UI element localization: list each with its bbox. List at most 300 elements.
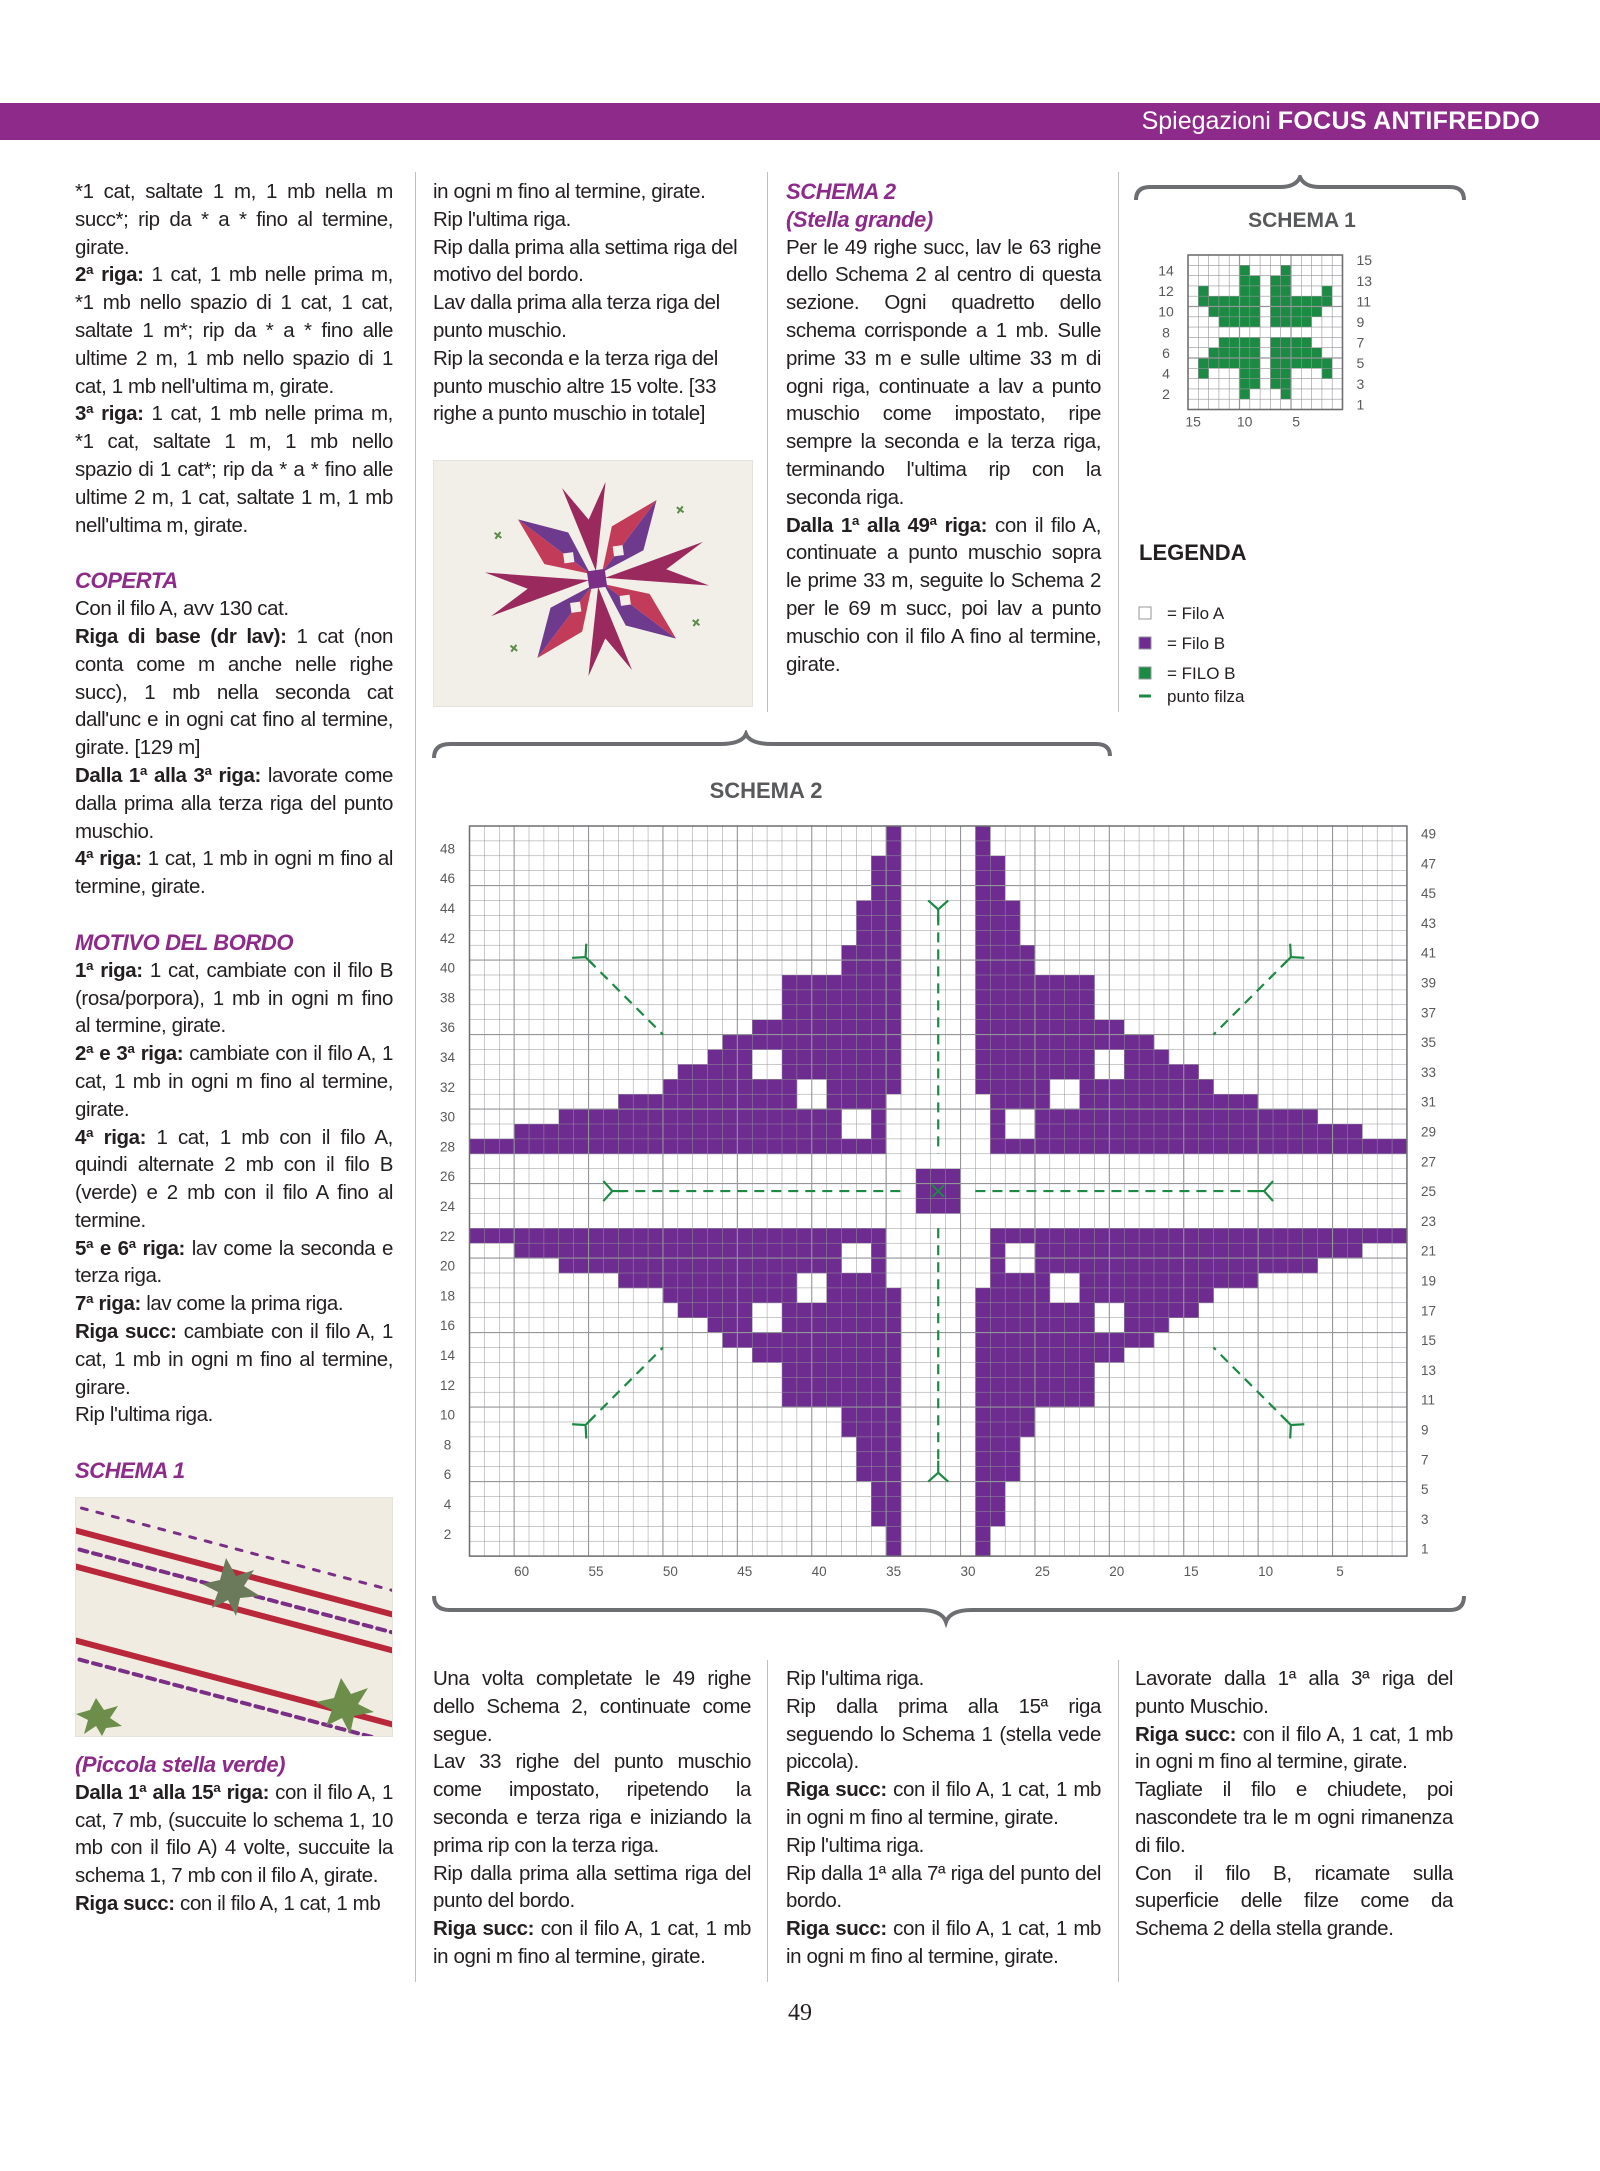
schema2-cell-purple <box>812 1377 827 1392</box>
schema2-cell-purple <box>782 1377 797 1392</box>
schema2-cell-purple <box>603 1109 618 1124</box>
schema2-cell-purple <box>693 1228 708 1243</box>
schema2-cell-purple <box>990 1407 1005 1422</box>
schema2-cell-purple <box>1154 1079 1169 1094</box>
schema2-cell-purple <box>1020 1064 1035 1079</box>
schema2-cell-purple <box>990 1005 1005 1020</box>
schema2-cell-purple <box>871 856 886 871</box>
schema2-cell-purple <box>722 1318 737 1333</box>
schema2-cell-purple <box>797 1050 812 1065</box>
header-title: Spiegazioni FOCUS ANTIFREDDO <box>1141 107 1540 135</box>
schema2-cell-purple <box>990 975 1005 990</box>
schema2-cell-purple <box>990 901 1005 916</box>
schema2-cell-purple <box>663 1288 678 1303</box>
schema2-cell-purple <box>975 1035 990 1050</box>
schema2-cell-purple <box>767 1109 782 1124</box>
schema2-cell-purple <box>1392 1139 1407 1154</box>
schema2-cell-purple <box>618 1109 633 1124</box>
schema2-cell-purple <box>752 1273 767 1288</box>
schema2-cell-purple <box>1020 1377 1035 1392</box>
schema2-cell-purple <box>975 960 990 975</box>
schema2-cell-purple <box>1094 1258 1109 1273</box>
schema2-cell-purple <box>767 1079 782 1094</box>
schema2-cell-purple <box>484 1228 499 1243</box>
schema2-cell-purple <box>752 1094 767 1109</box>
schema1-cell-green <box>1250 358 1260 368</box>
schema2-cell-purple <box>1199 1094 1214 1109</box>
schema2-cell-purple <box>752 1035 767 1050</box>
schema2-cell-purple <box>1080 1020 1095 1035</box>
schema2-cell-purple <box>856 1050 871 1065</box>
schema2-cell-purple <box>827 1273 842 1288</box>
schema2-row-label: 28 <box>439 1139 456 1155</box>
schema2-cell-purple <box>975 1318 990 1333</box>
schema2-cell-purple <box>1065 1005 1080 1020</box>
schema2-cell-purple <box>529 1139 544 1154</box>
schema2-cell-purple <box>1154 1109 1169 1124</box>
schema2-cell-purple <box>1035 1348 1050 1363</box>
column-divider <box>415 172 416 1982</box>
schema2-cell-purple <box>886 1005 901 1020</box>
schema2-cell-purple <box>812 975 827 990</box>
schema2-cell-purple <box>782 1005 797 1020</box>
schema2-cell-purple <box>1020 1079 1035 1094</box>
schema2-cell-purple <box>1005 945 1020 960</box>
schema2-cell-purple <box>842 1273 857 1288</box>
schema2-cell-purple <box>737 1273 752 1288</box>
schema1-cell-green <box>1209 307 1219 317</box>
schema2-cell-purple <box>842 1020 857 1035</box>
schema2-cell-purple <box>1005 1407 1020 1422</box>
schema2-cell-purple <box>856 1079 871 1094</box>
schema2-cell-purple <box>1243 1124 1258 1139</box>
schema2-cell-purple <box>722 1050 737 1065</box>
schema2-cell-purple <box>767 1333 782 1348</box>
schema2-cell-purple <box>767 1348 782 1363</box>
schema2-cell-purple <box>990 1467 1005 1482</box>
schema2-cell-purple <box>722 1094 737 1109</box>
column-divider <box>767 1660 768 1982</box>
bottom-column-1 <box>433 1665 751 1971</box>
schema2-cell-purple <box>990 1333 1005 1348</box>
schema2-cell-purple <box>871 1392 886 1407</box>
schema2-cell-purple <box>797 1020 812 1035</box>
schema2-cell-purple <box>1124 1333 1139 1348</box>
schema2-cell-purple <box>827 1079 842 1094</box>
schema2-cell-purple <box>1139 1035 1154 1050</box>
schema2-cell-purple <box>663 1124 678 1139</box>
schema2-cell-purple <box>975 826 990 841</box>
schema2-cell-purple <box>812 1124 827 1139</box>
col2-p2: Rip l'ultima riga. <box>433 207 571 231</box>
schema2-cell-purple <box>886 1407 901 1422</box>
schema2-cell-purple <box>574 1243 589 1258</box>
schema2-cell-purple <box>1199 1109 1214 1124</box>
schema2-cell-purple <box>722 1109 737 1124</box>
column-divider <box>767 172 768 712</box>
schema2-cell-purple <box>1080 1377 1095 1392</box>
schema2-cell-purple <box>975 1288 990 1303</box>
schema2-cell-purple <box>1065 1064 1080 1079</box>
schema1-cell-green <box>1219 296 1229 306</box>
schema2-cell-purple <box>1005 1467 1020 1482</box>
schema2-cell-purple <box>856 1437 871 1452</box>
schema2-cell-purple <box>1035 1005 1050 1020</box>
schema2-row-label: 31 <box>1420 1094 1436 1110</box>
schema2-cell-purple <box>1065 975 1080 990</box>
bottom-column-2 <box>786 1665 1101 1971</box>
schema2-cell-purple <box>797 1124 812 1139</box>
schema2-cell-purple <box>1109 1348 1124 1363</box>
schema2-cell-purple <box>827 1035 842 1050</box>
schema2-cell-purple <box>767 1228 782 1243</box>
schema2-cell-purple <box>1214 1124 1229 1139</box>
schema2-cell-purple <box>1050 1392 1065 1407</box>
schema1-cell-green <box>1281 368 1291 378</box>
schema1-cell-green <box>1301 358 1311 368</box>
schema1-cell-green <box>1281 358 1291 368</box>
schema1-row-label: 6 <box>1162 344 1170 361</box>
schema2-cell-purple <box>1377 1228 1392 1243</box>
schema2-cell-purple <box>693 1243 708 1258</box>
schema2-cell-purple <box>767 1035 782 1050</box>
schema2-cell-purple <box>1199 1124 1214 1139</box>
schema2-cell-purple <box>1318 1139 1333 1154</box>
schema2-cell-purple <box>1139 1094 1154 1109</box>
schema2-row-label: 45 <box>1420 886 1436 902</box>
schema2-cell-purple <box>1169 1228 1184 1243</box>
schema2-cell-purple <box>1005 901 1020 916</box>
schema2-cell-purple <box>856 901 871 916</box>
schema2-cell-purple <box>574 1258 589 1273</box>
schema2-cell-purple <box>990 1497 1005 1512</box>
schema2-cell-purple <box>1214 1228 1229 1243</box>
schema2-cell-purple <box>1080 1050 1095 1065</box>
schema2-cell-purple <box>990 1139 1005 1154</box>
schema2-cell-purple <box>1035 1109 1050 1124</box>
schema2-cell-purple <box>1303 1109 1318 1124</box>
schema2-cell-purple <box>633 1124 648 1139</box>
schema2-cell-purple <box>886 1497 901 1512</box>
schema2-cell-purple <box>871 1020 886 1035</box>
schema2-cell-purple <box>752 1124 767 1139</box>
schema2-cell-purple <box>1094 1333 1109 1348</box>
schema2-cell-purple <box>856 1094 871 1109</box>
schema2-cell-purple <box>529 1243 544 1258</box>
schema2-cell-purple <box>1139 1303 1154 1318</box>
schema2-cell-purple <box>1228 1228 1243 1243</box>
schema2-cell-purple <box>1169 1064 1184 1079</box>
schema2-cell-purple <box>1214 1139 1229 1154</box>
schema2-cell-purple <box>975 1362 990 1377</box>
schema2-cell-purple <box>871 1467 886 1482</box>
schema2-cell-purple <box>1094 1228 1109 1243</box>
schema2-cell-purple <box>1273 1258 1288 1273</box>
schema2-cell-purple <box>693 1079 708 1094</box>
schema2-cell-purple <box>693 1094 708 1109</box>
schema2-cell-purple <box>1258 1109 1273 1124</box>
schema2-cell-purple <box>1124 1288 1139 1303</box>
schema2-cell-purple <box>990 1377 1005 1392</box>
schema2-cell-purple <box>1243 1094 1258 1109</box>
legend-swatch <box>1139 607 1151 619</box>
schema2-cell-purple <box>1005 1273 1020 1288</box>
schema1-cell-green <box>1301 337 1311 347</box>
schema2-cell-purple <box>1065 1035 1080 1050</box>
schema1-cell-green <box>1301 296 1311 306</box>
schema2-cell-purple <box>1228 1139 1243 1154</box>
schema1-cell-green <box>1250 296 1260 306</box>
schema2-cell-purple <box>1109 1094 1124 1109</box>
schema2-cell-purple <box>1139 1318 1154 1333</box>
schema2-cell-purple <box>499 1139 514 1154</box>
photo-big-purple-star <box>433 460 753 707</box>
schema1-cell-green <box>1281 307 1291 317</box>
bottom-c1-p2: Lav 33 righe del punto muschio come impostato, ripetendo la seconda e terza riga e iniziando la prima rip con la terza riga. <box>433 1750 751 1857</box>
schema1-cell-green <box>1209 348 1219 358</box>
text-column-2 <box>433 178 751 428</box>
schema2-cell-purple <box>797 1139 812 1154</box>
legend-item-label: = Filo A <box>1167 604 1225 623</box>
schema2-cell-purple <box>871 1258 886 1273</box>
schema2-cell-purple <box>678 1109 693 1124</box>
schema2-cell-purple <box>1080 1094 1095 1109</box>
schema2-cell-purple <box>827 1303 842 1318</box>
schema1-cell-green <box>1270 317 1280 327</box>
schema2-cell-purple <box>856 1228 871 1243</box>
schema2-cell-purple <box>797 1035 812 1050</box>
schema2-cell-purple <box>1109 1035 1124 1050</box>
schema2-row-label: 29 <box>1420 1124 1436 1140</box>
schema2-cell-purple <box>797 1303 812 1318</box>
schema2-cell-purple <box>827 1348 842 1363</box>
schema2-cell-purple <box>633 1139 648 1154</box>
schema2-cell-purple <box>589 1228 604 1243</box>
schema2-cell-purple <box>648 1124 663 1139</box>
schema2-cell-purple <box>603 1228 618 1243</box>
schema2-cell-purple <box>886 1511 901 1526</box>
schema2-cell-purple <box>1124 1109 1139 1124</box>
schema1-row-label: 4 <box>1162 365 1170 382</box>
bottom-c2-p1: Rip l'ultima riga. <box>786 1667 924 1690</box>
schema1-cell-green <box>1291 358 1301 368</box>
schema2-cell-purple <box>1005 1348 1020 1363</box>
schema1-cell-green <box>1281 265 1291 275</box>
schema2-cell-purple <box>856 945 871 960</box>
schema2-cell-purple <box>886 1035 901 1050</box>
schema2-cell-purple <box>1258 1139 1273 1154</box>
schema2-cell-purple <box>1184 1288 1199 1303</box>
schema2-cell-purple <box>1124 1243 1139 1258</box>
schema2-row-label: 16 <box>439 1318 456 1334</box>
schema2-cell-purple <box>722 1243 737 1258</box>
schema2-cell-purple <box>1094 1094 1109 1109</box>
motivo-row4: 4ª riga: 1 cat, 1 mb con il filo A, quindi alternate 2 mb con il filo B (verde) e 2 mb con il filo A fino al termine. <box>75 1125 393 1232</box>
schema1-cell-green <box>1219 337 1229 347</box>
schema2-cell-purple <box>603 1243 618 1258</box>
schema2-cell-purple <box>1005 1362 1020 1377</box>
schema1-cell-green <box>1250 337 1260 347</box>
schema2-cell-purple <box>782 1124 797 1139</box>
schema1-cell-green <box>1219 317 1229 327</box>
schema2-cell-purple <box>975 1079 990 1094</box>
schema2-cell-purple <box>1065 1392 1080 1407</box>
schema2-cell-purple <box>1094 1020 1109 1035</box>
schema1-cell-green <box>1270 276 1280 286</box>
schema2-cell-purple <box>856 1288 871 1303</box>
schema2-cell-purple <box>544 1243 559 1258</box>
schema2-cell-purple <box>1347 1139 1362 1154</box>
schema2-cell-purple <box>1333 1139 1348 1154</box>
schema2-cell-purple <box>1273 1139 1288 1154</box>
schema1-cell-green <box>1270 368 1280 378</box>
bottom-c2-succ1: Riga succ: con il filo A, 1 cat, 1 mb in ogni m fino al termine, girate. <box>786 1778 1101 1829</box>
schema1-cell-green <box>1281 286 1291 296</box>
schema2-cell-purple <box>1035 1228 1050 1243</box>
schema2-cell-purple <box>871 945 886 960</box>
col2-p3: Rip dalla prima alla settima riga del motivo del bordo. <box>433 235 738 287</box>
schema2-cell-purple <box>1080 1124 1095 1139</box>
schema2-cell-purple <box>975 856 990 871</box>
schema2-cell-purple <box>842 1050 857 1065</box>
schema2-cell-purple <box>663 1094 678 1109</box>
schema2-cell-purple <box>856 1452 871 1467</box>
schema2-cell-purple <box>1124 1303 1139 1318</box>
schema2-cell-purple <box>648 1243 663 1258</box>
schema2-cell-purple <box>1005 1437 1020 1452</box>
schema1-cell-green <box>1198 358 1208 368</box>
schema2-cell-purple <box>886 1303 901 1318</box>
schema2-cell-purple <box>797 1005 812 1020</box>
schema2-cell-purple <box>1080 1288 1095 1303</box>
schema2-cell-purple <box>871 1139 886 1154</box>
schema2-cell-purple <box>975 1452 990 1467</box>
schema2-cell-purple <box>975 1422 990 1437</box>
schema2-cell-purple <box>1080 1005 1095 1020</box>
schema2-col-label: 45 <box>737 1564 753 1580</box>
schema1-cell-green <box>1240 389 1250 399</box>
schema2-cell-purple <box>678 1064 693 1079</box>
schema2-cell-purple <box>946 1199 961 1214</box>
schema2-cell-purple <box>782 1035 797 1050</box>
schema1-cell-green <box>1291 337 1301 347</box>
schema2-cell-purple <box>708 1094 723 1109</box>
schema2-cell-purple <box>1288 1228 1303 1243</box>
schema2-cell-purple <box>990 1035 1005 1050</box>
schema2-cell-purple <box>589 1258 604 1273</box>
schema2-cell-purple <box>975 975 990 990</box>
schema2-cell-purple <box>827 1392 842 1407</box>
schema2-cell-purple <box>1080 975 1095 990</box>
schema2-cell-purple <box>1035 1333 1050 1348</box>
schema2-rows: Dalla 1ª alla 49ª riga: con il filo A, continuate a punto muschio sopra le prime 33 m, seguite lo Schema 2 per le 69 m succ, poi lav a punto muschio con il filo A fino al termine, girate. <box>786 513 1101 676</box>
schema2-col-label: 5 <box>1336 1564 1344 1580</box>
schema2-cell-purple <box>752 1288 767 1303</box>
schema2-cell-purple <box>1243 1243 1258 1258</box>
schema2-cell-purple <box>975 1050 990 1065</box>
schema2-cell-purple <box>782 1392 797 1407</box>
schema1-cell-green <box>1301 348 1311 358</box>
schema2-cell-purple <box>842 960 857 975</box>
schema2-cell-purple <box>1065 1348 1080 1363</box>
schema2-cell-purple <box>990 1511 1005 1526</box>
schema1-cell-green <box>1240 317 1250 327</box>
schema2-cell-purple <box>633 1258 648 1273</box>
schema2-cell-purple <box>1020 1333 1035 1348</box>
schema1-cell-green <box>1209 358 1219 368</box>
text-column-1b <box>75 1751 393 1918</box>
schema2-col-label: 10 <box>1258 1564 1274 1580</box>
schema2-cell-purple <box>842 1079 857 1094</box>
schema2-cell-purple <box>1094 1124 1109 1139</box>
schema2-row-label: 15 <box>1420 1333 1436 1349</box>
schema2-cell-purple <box>797 1109 812 1124</box>
schema2-cell-purple <box>737 1303 752 1318</box>
schema2-cell-purple <box>693 1288 708 1303</box>
schema2-cell-purple <box>1050 1318 1065 1333</box>
schema2-cell-purple <box>812 1258 827 1273</box>
schema2-cell-purple <box>693 1303 708 1318</box>
schema2-cell-purple <box>737 1288 752 1303</box>
bottom-c1-p1: Una volta completate le 49 righe dello Schema 2, continuate come segue. <box>433 1667 751 1746</box>
schema2-cell-purple <box>1199 1288 1214 1303</box>
schema2-cell-purple <box>1080 1362 1095 1377</box>
schema2-cell-purple <box>871 1005 886 1020</box>
schema2-cell-purple <box>1318 1124 1333 1139</box>
schema2-cell-purple <box>871 1377 886 1392</box>
schema1-cell-green <box>1240 307 1250 317</box>
schema2-cell-purple <box>1288 1124 1303 1139</box>
schema2-cell-purple <box>1169 1258 1184 1273</box>
schema2-cell-purple <box>975 1064 990 1079</box>
schema1-cell-green <box>1250 368 1260 378</box>
schema2-cell-purple <box>1080 1258 1095 1273</box>
schema2-cell-purple <box>975 1541 990 1556</box>
schema2-cell-purple <box>975 915 990 930</box>
schema2-cell-purple <box>975 886 990 901</box>
schema2-cell-purple <box>1258 1124 1273 1139</box>
schema2-cell-purple <box>678 1258 693 1273</box>
schema1-cell-green <box>1312 307 1322 317</box>
schema2-cell-purple <box>752 1348 767 1363</box>
bottom-c1-p3: Rip dalla prima alla settima riga del punto del bordo. <box>433 1861 751 1913</box>
schema2-cell-purple <box>782 1303 797 1318</box>
schema2-row-label: 27 <box>1420 1154 1436 1170</box>
schema2-col-label: 60 <box>514 1564 530 1580</box>
schema2-cell-purple <box>514 1124 529 1139</box>
schema2-cell-purple <box>737 1035 752 1050</box>
schema2-cell-purple <box>1184 1079 1199 1094</box>
schema2-cell-purple <box>1228 1243 1243 1258</box>
schema2-cell-purple <box>1362 1139 1377 1154</box>
schema2-cell-purple <box>1139 1079 1154 1094</box>
schema1-chart <box>1130 175 1475 725</box>
schema2-cell-purple <box>842 1035 857 1050</box>
schema2-cell-purple <box>1392 1228 1407 1243</box>
schema2-cell-purple <box>1005 1452 1020 1467</box>
schema2-cell-purple <box>1184 1303 1199 1318</box>
schema2-cell-purple <box>1020 1288 1035 1303</box>
schema2-cell-purple <box>871 1482 886 1497</box>
schema2-cell-purple <box>1020 1407 1035 1422</box>
schema2-cell-purple <box>1303 1258 1318 1273</box>
schema2-cell-purple <box>1065 1362 1080 1377</box>
schema2-cell-purple <box>752 1258 767 1273</box>
schema2-row-label: 39 <box>1420 975 1436 991</box>
schema2-cell-purple <box>990 960 1005 975</box>
schema2-cell-purple <box>1318 1243 1333 1258</box>
legend-item-label: = FILO B <box>1167 664 1236 683</box>
